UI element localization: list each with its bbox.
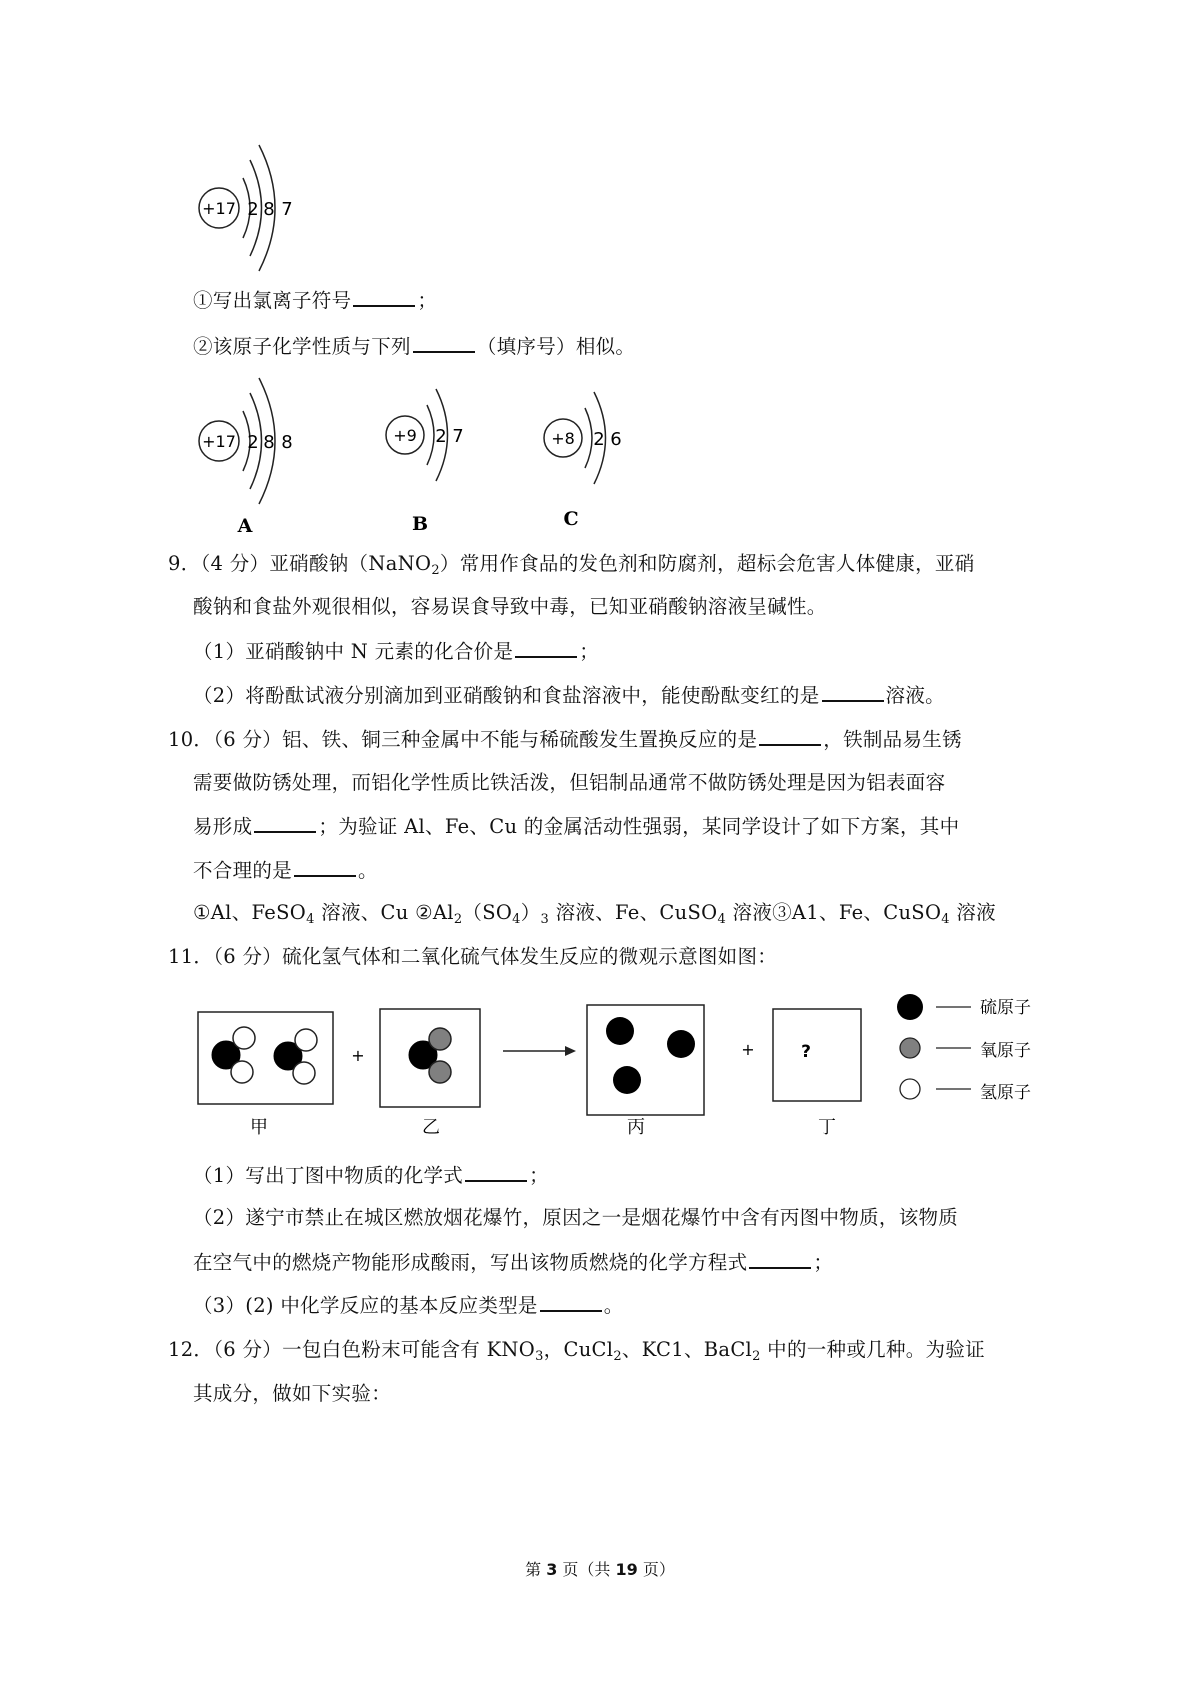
q12-line1: 12．（6 分）一包白色粉末可能含有 $KNO_3$，CuCl$_2$、KC1、BaCl$_2$ 中的一种或几种。为验证 [168, 1338, 985, 1364]
answer-blank [749, 1249, 811, 1269]
legend-sulfur-label: 硫原子 [980, 998, 1031, 1018]
chlorine-atom-diagram [195, 140, 315, 275]
legend-hydrogen-dot [900, 1079, 920, 1099]
option-label-a: A [237, 515, 253, 535]
q10-line3: 易形成 ；为验证 Al、Fe、Cu 的金属活动性强弱，某同学设计了如下方案，其中 [193, 815, 960, 838]
option-atom-a [195, 375, 315, 535]
q8-sub1: ①写出氯离子符号 ； [193, 289, 438, 312]
shell-1: 2 [247, 199, 259, 220]
answer-blank [515, 638, 577, 658]
q9-line1: 9．（4 分）亚硝酸钠（NaNO$_2$）常用作食品的发色剂和防腐剂，超标会危害人体健康，亚硝 [168, 552, 975, 578]
page-footer: 第 3 页（共 19 页） [525, 1560, 675, 1579]
answer-blank [254, 813, 316, 833]
q8-sub2: ②该原子化学性质与下列 （填序号）相似。 [193, 335, 636, 358]
answer-blank [294, 857, 356, 877]
reaction-diagram [195, 985, 1055, 1145]
q10-options: ①Al、FeSO$_4$ 溶液、Cu $②Al_2(SO_4)_3$ 溶液、Fe、CuSO$_4$ 溶液③A1、Fe、CuSO$_4$ 溶液 [193, 901, 996, 927]
q10-line4: 不合理的是 。 [193, 859, 378, 882]
answer-blank [353, 287, 415, 307]
box-ding [773, 1009, 861, 1101]
q9-sub1: （1）亚硝酸钠中 N 元素的化合价是 ； [193, 640, 600, 663]
svg-text:8: 8 [263, 432, 275, 453]
svg-text:2: 2 [435, 426, 447, 447]
shell-2: 8 [263, 199, 275, 220]
option-label-c: C [563, 508, 579, 530]
q11-sub1: （1）写出丁图中物质的化学式 ； [193, 1164, 549, 1187]
legend-oxygen-label: 氧原子 [980, 1041, 1031, 1061]
q11-sub3: （3）(2) 中化学反应的基本反应类型是 。 [193, 1294, 624, 1317]
legend-sulfur-dot [897, 994, 923, 1020]
q9-sub2: （2）将酚酞试液分别滴加到亚硝酸钠和食盐溶液中，能使酚酞变红的是 溶液。 [193, 684, 945, 707]
svg-text:8: 8 [281, 432, 293, 453]
q9-line2: 酸钠和食盐外观很相似，容易误食导致中毒，已知亚硝酸钠溶液呈碱性。 [193, 595, 827, 618]
nucleus-charge: +17 [202, 199, 236, 218]
svg-text:+8: +8 [551, 429, 575, 448]
option-label-b: B [411, 513, 429, 535]
option-atom-b [385, 375, 485, 535]
answer-blank [465, 1162, 527, 1182]
box-label-yi: 乙 [422, 1117, 440, 1138]
answer-blank [413, 333, 475, 353]
q11-sub2-line2: 在空气中的燃烧产物能形成酸雨，写出该物质燃烧的化学方程式 ； [193, 1251, 834, 1274]
legend-oxygen-dot [900, 1038, 920, 1058]
q10-line1: 10．（6 分）铝、铁、铜三种金属中不能与稀硫酸发生置换反应的是 ，铁制品易生锈 [168, 728, 962, 751]
answer-blank [822, 682, 884, 702]
svg-text:6: 6 [610, 429, 622, 450]
q12-line2: 其成分，做如下实验： [193, 1382, 392, 1405]
legend-hydrogen-label: 氢原子 [980, 1083, 1031, 1103]
svg-text:7: 7 [452, 426, 464, 447]
q10-line2: 需要做防锈处理，而铝化学性质比铁活泼，但铝制品通常不做防锈处理是因为铝表面容 [193, 771, 946, 794]
box-bing [587, 1005, 704, 1115]
answer-blank [540, 1292, 602, 1312]
unknown-mark: ? [801, 1042, 811, 1062]
nucleus-charge: +17 [202, 432, 236, 451]
box-label-bing: 丙 [627, 1117, 645, 1138]
svg-text:+9: +9 [393, 426, 417, 445]
answer-blank [759, 726, 821, 746]
shell-3: 7 [281, 199, 293, 220]
box-label-jia: 甲 [250, 1117, 268, 1138]
svg-text:2: 2 [593, 429, 605, 450]
q11-sub2-line1: （2）遂宁市禁止在城区燃放烟花爆竹，原因之一是烟花爆竹中含有丙图中物质，该物质 [193, 1206, 959, 1229]
option-atom-c [543, 375, 643, 535]
box-label-ding: 丁 [818, 1117, 836, 1138]
plus-1: + [351, 1046, 365, 1065]
svg-text:2: 2 [247, 432, 259, 453]
plus-2: + [741, 1040, 755, 1059]
q11-stem: 11．（6 分）硫化氢气体和二氧化硫气体发生反应的微观示意图如图： [168, 945, 778, 968]
